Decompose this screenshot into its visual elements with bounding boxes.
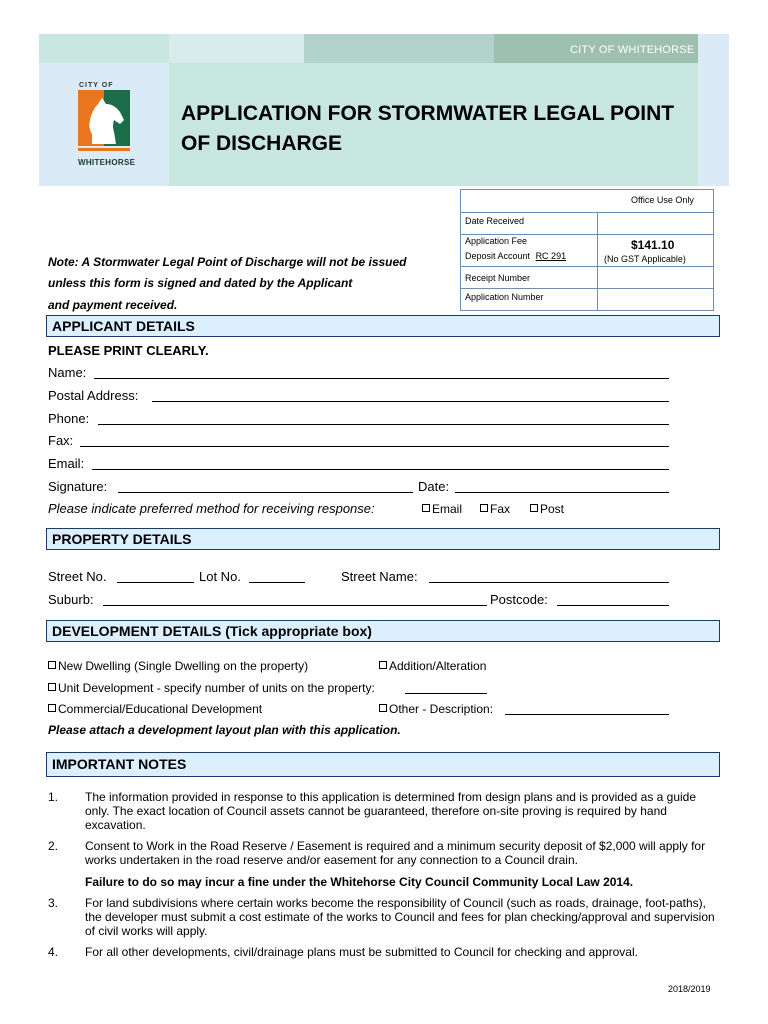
- method-post-option[interactable]: [530, 502, 564, 516]
- development-details-title: DEVELOPMENT DETAILS (Tick appropriate box): [52, 623, 372, 639]
- fax-label: Fax:: [48, 433, 74, 448]
- fine-warning: Failure to do so may incur a fine under the Whitehorse City Council Community Local Law 2014.: [85, 875, 634, 889]
- office-use-heading: Office Use Only: [631, 195, 694, 205]
- applicant-details-header: [46, 315, 720, 337]
- unit-development-checkbox[interactable]: [48, 683, 56, 691]
- header-band-1: [39, 34, 169, 63]
- addition-label: Addition/Alteration: [389, 659, 487, 673]
- other-description-field[interactable]: [505, 714, 669, 715]
- phone-field[interactable]: [98, 424, 669, 425]
- application-fee-label: Application Fee: [465, 236, 528, 246]
- name-label: Name:: [48, 365, 87, 380]
- brand-name: CITY OF WHITEHORSE: [570, 44, 695, 56]
- lot-no-label: Lot No.: [199, 569, 241, 584]
- method-post-label: Post: [540, 502, 565, 516]
- note-1-number: 1.: [48, 790, 59, 804]
- addition-option[interactable]: [379, 659, 486, 673]
- attach-plan-note: Please attach a development layout plan with this application.: [48, 723, 401, 737]
- date-field[interactable]: [455, 492, 669, 493]
- email-checkbox[interactable]: [422, 504, 430, 512]
- unit-count-field[interactable]: [405, 693, 487, 694]
- property-details-header: [46, 528, 720, 550]
- note-2-text: Consent to Work in the Road Reserve / Easement is required and a minimum security deposit of $2,000 will apply for works undertaken in the road reserve and/or easement for any connection to a Council drain.: [85, 839, 706, 867]
- postcode-field[interactable]: [557, 605, 669, 606]
- method-fax-option[interactable]: [480, 502, 510, 516]
- signature-field[interactable]: [118, 492, 413, 493]
- postal-address-label: Postal Address:: [48, 388, 139, 403]
- note-1-text: The information provided in response to this application is determined from design plans and is provided as a guide only. The exact location of Council assets cannot be guaranteed, therefore on-site proving is required by hand excavation.: [85, 790, 697, 832]
- application-number-label: Application Number: [465, 292, 544, 302]
- response-method-prompt: Please indicate preferred method for receiving response:: [48, 501, 375, 516]
- receipt-number-label: Receipt Number: [465, 273, 531, 283]
- office-use-box: [460, 189, 714, 311]
- note-4-text: For all other developments, civil/drainage plans must be submitted to Council for checking and approval.: [85, 945, 638, 959]
- unit-development-label: Unit Development - specify number of units on the property:: [58, 681, 375, 695]
- signature-label: Signature:: [48, 479, 108, 494]
- print-clearly-instruction: PLEASE PRINT CLEARLY.: [48, 343, 209, 358]
- logo-top-text: CITY OF: [79, 82, 114, 89]
- form-year: 2018/2019: [668, 984, 711, 994]
- note-2-number: 2.: [48, 839, 59, 853]
- method-email-option[interactable]: [422, 502, 462, 516]
- other-label: Other - Description:: [389, 702, 494, 716]
- city-logo-icon: [78, 90, 130, 154]
- header-band-2: [169, 34, 304, 63]
- header-band-5: [698, 34, 729, 63]
- email-label: Email:: [48, 456, 85, 471]
- development-details-header: [46, 620, 720, 642]
- other-checkbox[interactable]: [379, 704, 387, 712]
- header-band-3: [304, 34, 494, 63]
- lot-no-field[interactable]: [249, 582, 305, 583]
- other-option[interactable]: [379, 702, 493, 716]
- header-right-panel: [698, 63, 729, 186]
- commercial-label: Commercial/Educational Development: [58, 702, 263, 716]
- deposit-account-code: RC 291: [535, 251, 567, 261]
- deposit-account-label: [465, 251, 566, 261]
- street-name-label: Street Name:: [341, 569, 418, 584]
- note-3-number: 3.: [48, 896, 59, 910]
- street-no-label: Street No.: [48, 569, 107, 584]
- fax-field[interactable]: [80, 446, 669, 447]
- new-dwelling-label: New Dwelling (Single Dwelling on the property): [58, 659, 309, 673]
- note-line-3: and payment received.: [48, 298, 178, 312]
- method-fax-label: Fax: [490, 502, 511, 516]
- new-dwelling-checkbox[interactable]: [48, 661, 56, 669]
- date-received-label: Date Received: [465, 216, 525, 226]
- addition-checkbox[interactable]: [379, 661, 387, 669]
- logo-bottom-text: WHITEHORSE: [78, 158, 136, 167]
- method-email-label: Email: [432, 502, 463, 516]
- note-line-2: unless this form is signed and dated by the Applicant: [48, 276, 353, 290]
- postcode-label: Postcode:: [490, 592, 548, 607]
- note-3-text: For land subdivisions where certain works become the responsibility of Council (such as roads, drainage, foot-paths), the developer must submit a cost estimate of the works to Council and fees for plan checking/approval and supervision of civil works will apply.: [85, 896, 715, 938]
- street-no-field[interactable]: [117, 582, 194, 583]
- commercial-checkbox[interactable]: [48, 704, 56, 712]
- note-4-number: 4.: [48, 945, 59, 959]
- email-field[interactable]: [92, 469, 669, 470]
- date-label: Date:: [418, 479, 450, 494]
- postal-address-field[interactable]: [152, 401, 669, 402]
- applicant-details-title: APPLICANT DETAILS: [52, 318, 195, 334]
- street-name-field[interactable]: [429, 582, 669, 583]
- commercial-option[interactable]: [48, 702, 262, 716]
- fee-amount: $141.10: [631, 238, 675, 252]
- page-title: APPLICATION FOR STORMWATER LEGAL POINT OF DISCHARGE: [181, 102, 675, 155]
- suburb-label: Suburb:: [48, 592, 94, 607]
- fee-note: (No GST Applicable): [604, 254, 686, 264]
- name-field[interactable]: [94, 378, 669, 379]
- fax-checkbox[interactable]: [480, 504, 488, 512]
- unit-development-option[interactable]: [48, 681, 375, 695]
- note-line-1: Note: A Stormwater Legal Point of Discharge will not be issued: [48, 255, 407, 269]
- post-checkbox[interactable]: [530, 504, 538, 512]
- important-notes-title: IMPORTANT NOTES: [52, 756, 187, 772]
- deposit-account-text: Deposit Account: [465, 251, 531, 261]
- property-details-title: PROPERTY DETAILS: [52, 531, 192, 547]
- suburb-field[interactable]: [103, 605, 487, 606]
- important-notes-header: [46, 752, 720, 777]
- phone-label: Phone:: [48, 411, 90, 426]
- new-dwelling-option[interactable]: [48, 659, 308, 673]
